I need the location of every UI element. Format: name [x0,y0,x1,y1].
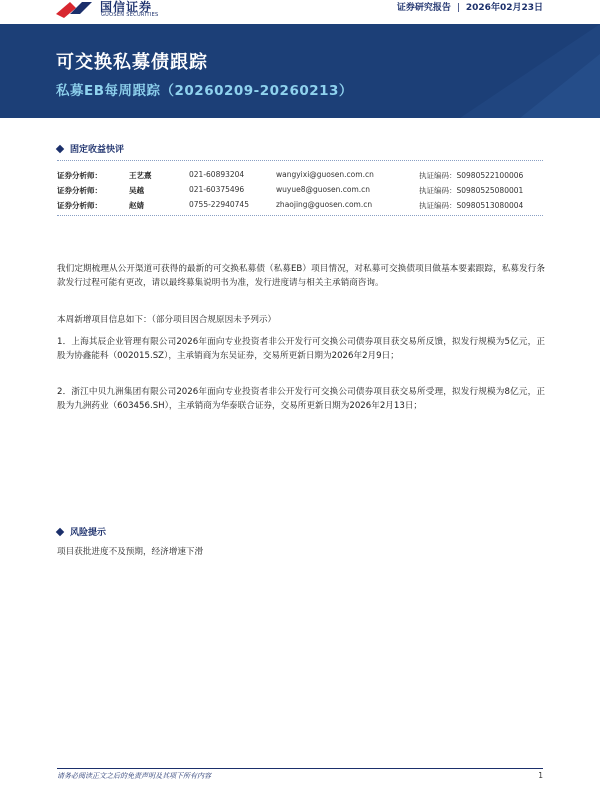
analyst-name: 吴越 [129,186,144,195]
analyst-email[interactable]: wangyixi@guosen.com.cn [276,170,374,179]
risk-text: 项目获批进度不及预期，经济增速下滑 [57,547,204,557]
logo-text-en: GUOSEN SECURITIES [101,12,159,18]
analyst-email[interactable]: zhaojing@guosen.com.cn [276,200,373,209]
analyst-name: 赵婧 [129,201,144,210]
report-date: 2026年02月23日 [465,3,543,13]
logo-mark-icon [56,0,96,20]
separator: | [456,3,460,13]
divider [57,215,543,216]
analyst-cert: 执证编码：S0980513080004 [419,201,524,210]
intro-text: 我们定期梳理从公开渠道可获得的最新的可交换私募债（私募EB）项目情况，对私募可交换债项目做基本要素跟踪，私募发行条款发行过程可能有更改，请以最终募集说明书为准，发行进度请与相关主承销商咨询。 [57,264,545,288]
risk-label: 风险提示 [70,528,107,538]
list-item [57,335,545,363]
title-banner [0,24,600,118]
footer-divider [57,768,543,769]
analyst-row [57,198,543,213]
top-header [0,0,600,24]
category-label: 固定收益快评 [70,145,125,155]
list-item-text: 2．浙江中贝九洲集团有限公司2026年面向专业投资者非公开发行可交换公司债券项目获交易所受理，拟发行规模为8亿元，正股为九洲药业（603456.SH），主承销商为华泰联合证券，交易所更新日期为2026年2月13日； [57,387,545,411]
analyst-email[interactable]: wuyue8@guosen.com.cn [276,185,371,194]
category-heading [57,142,124,155]
list-item-text: 1．上海其辰企业管理有限公司2026年面向专业投资者非公开发行可交换公司债券项目获交易所反馈，拟发行规模为5亿元，正股为协鑫能科（002015.SZ），主承销商为东吴证券，交易所更新日期为2026年2月9日； [57,337,545,361]
analyst-cert: 执证编码：S0980522100006 [419,171,524,180]
company-logo [56,0,166,22]
new-items-heading-text: 本周新增项目信息如下：（部分项目因合规原因未予列示） [57,315,277,325]
intro-paragraph [57,262,545,290]
report-title: 可交换私募债跟踪 [56,52,208,73]
analyst-name: 王艺熹 [129,171,152,180]
analyst-row [57,168,543,183]
analyst-role: 证券分析师： [57,186,102,195]
logo-text-cn: 国信证券 [100,0,153,14]
analyst-role: 证券分析师： [57,171,102,180]
analyst-phone: 021-60375496 [189,185,245,194]
footer-disclaimer: 请务必阅读正文之后的免责声明及其项下所有内容 [57,772,211,780]
report-meta [397,0,543,13]
analyst-role: 证券分析师： [57,201,102,210]
page-number: 1 [538,771,543,780]
list-item [57,385,545,413]
analyst-phone: 0755-22940745 [189,200,249,209]
banner-decoration-icon [400,24,600,118]
analyst-phone: 021-60893204 [189,170,245,179]
diamond-bullet-icon [56,144,64,152]
report-subtitle: 私募EB每周跟踪（20260209-20260213） [56,83,353,99]
analyst-row [57,183,543,198]
new-items-heading [57,313,545,327]
analyst-table [57,168,543,213]
analyst-cert: 执证编码：S0980525080001 [419,186,524,195]
risk-heading [57,525,106,538]
divider [57,160,543,161]
report-type: 证券研究报告 [396,3,451,13]
risk-paragraph [57,545,545,559]
diamond-bullet-icon [56,527,64,535]
